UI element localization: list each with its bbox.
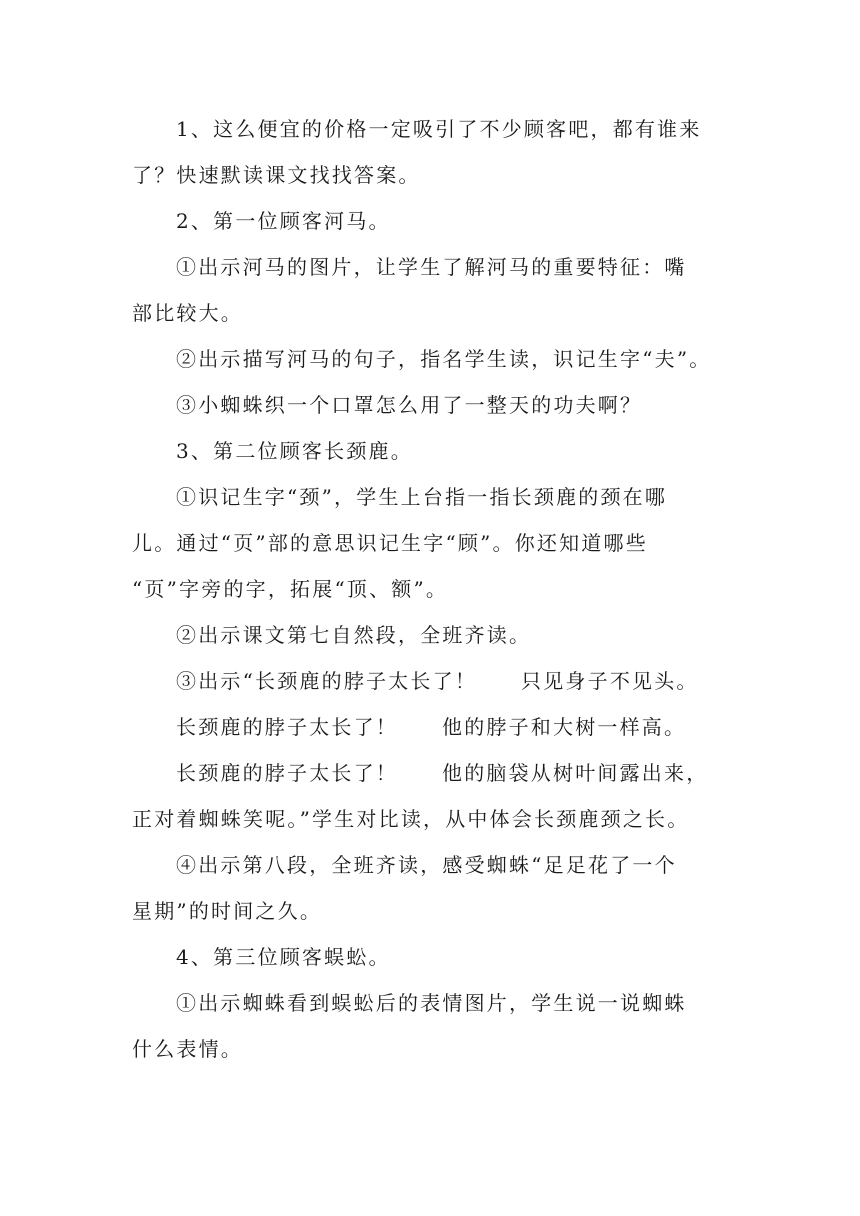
line-text: 3、第二位顾客长颈鹿。 bbox=[176, 439, 413, 463]
line-text: 正对着蜘蛛笑呢。”学生对比读，从中体会长颈鹿颈之长。 bbox=[132, 807, 690, 831]
line-text: 4、第三位顾客蜈蚣。 bbox=[176, 945, 391, 969]
line-text: 了？快速默读课文找找答案。 bbox=[132, 163, 421, 187]
paragraph-line bbox=[132, 520, 732, 566]
line-text: 部比较大。 bbox=[132, 301, 243, 325]
line-text: 星期”的时间之久。 bbox=[132, 899, 323, 923]
line-text: ②出示课文第七自然段，全班齐读。 bbox=[176, 623, 532, 647]
paragraph-line bbox=[132, 750, 732, 796]
line-text: 儿。通过“页”部的意思识记生字“顾”。你还知道哪些 bbox=[132, 531, 648, 555]
line-text: ①识记生字“颈”，学生上台指一指长颈鹿的颈在哪 bbox=[176, 485, 668, 509]
paragraph-line bbox=[132, 612, 732, 658]
paragraph-line bbox=[132, 1026, 732, 1072]
line-text: ③小蜘蛛织一个口罩怎么用了一整天的功夫啊？ bbox=[176, 393, 643, 417]
line-text: 长颈鹿的脖子太长了！ bbox=[176, 761, 398, 785]
paragraph-line bbox=[132, 290, 732, 336]
paragraph-line bbox=[132, 152, 732, 198]
paragraph-line bbox=[132, 842, 732, 888]
paragraph-line bbox=[132, 980, 732, 1026]
section-heading bbox=[132, 934, 732, 980]
paragraph-line bbox=[132, 566, 732, 612]
line-text: ①出示蜘蛛看到蜈蚣后的表情图片，学生说一说蜘蛛 bbox=[176, 991, 687, 1015]
document-body bbox=[132, 106, 732, 1072]
paragraph-line bbox=[132, 336, 732, 382]
line-text: ②出示描写河马的句子，指名学生读，识记生字“夫”。 bbox=[176, 347, 712, 371]
line-tail-text: 他的脖子和大树一样高。 bbox=[442, 715, 687, 739]
section-heading bbox=[132, 428, 732, 474]
line-text: 1、这么便宜的价格一定吸引了不少顾客吧，都有谁来 bbox=[176, 117, 702, 141]
paragraph-line bbox=[132, 106, 732, 152]
paragraph-line bbox=[132, 244, 732, 290]
line-text: “页”字旁的字，拓展“顶、额”。 bbox=[132, 577, 449, 601]
line-tail-text: 只见身子不见头。 bbox=[521, 669, 699, 693]
line-text: ④出示第八段，全班齐读，感受蜘蛛“足足花了一个 bbox=[176, 853, 677, 877]
paragraph-line bbox=[132, 704, 732, 750]
paragraph-line bbox=[132, 382, 732, 428]
paragraph-line bbox=[132, 658, 732, 704]
line-tail-text: 他的脑袋从树叶间露出来， bbox=[442, 761, 709, 785]
paragraph-line bbox=[132, 474, 732, 520]
line-text: 长颈鹿的脖子太长了！ bbox=[176, 715, 398, 739]
line-text: ①出示河马的图片，让学生了解河马的重要特征：嘴 bbox=[176, 255, 687, 279]
paragraph-line bbox=[132, 796, 732, 842]
line-text: ③出示“长颈鹿的脖子太长了！ bbox=[176, 669, 478, 693]
line-text: 什么表情。 bbox=[132, 1037, 243, 1061]
paragraph-line bbox=[132, 888, 732, 934]
section-heading bbox=[132, 198, 732, 244]
line-text: 2、第一位顾客河马。 bbox=[176, 209, 391, 233]
